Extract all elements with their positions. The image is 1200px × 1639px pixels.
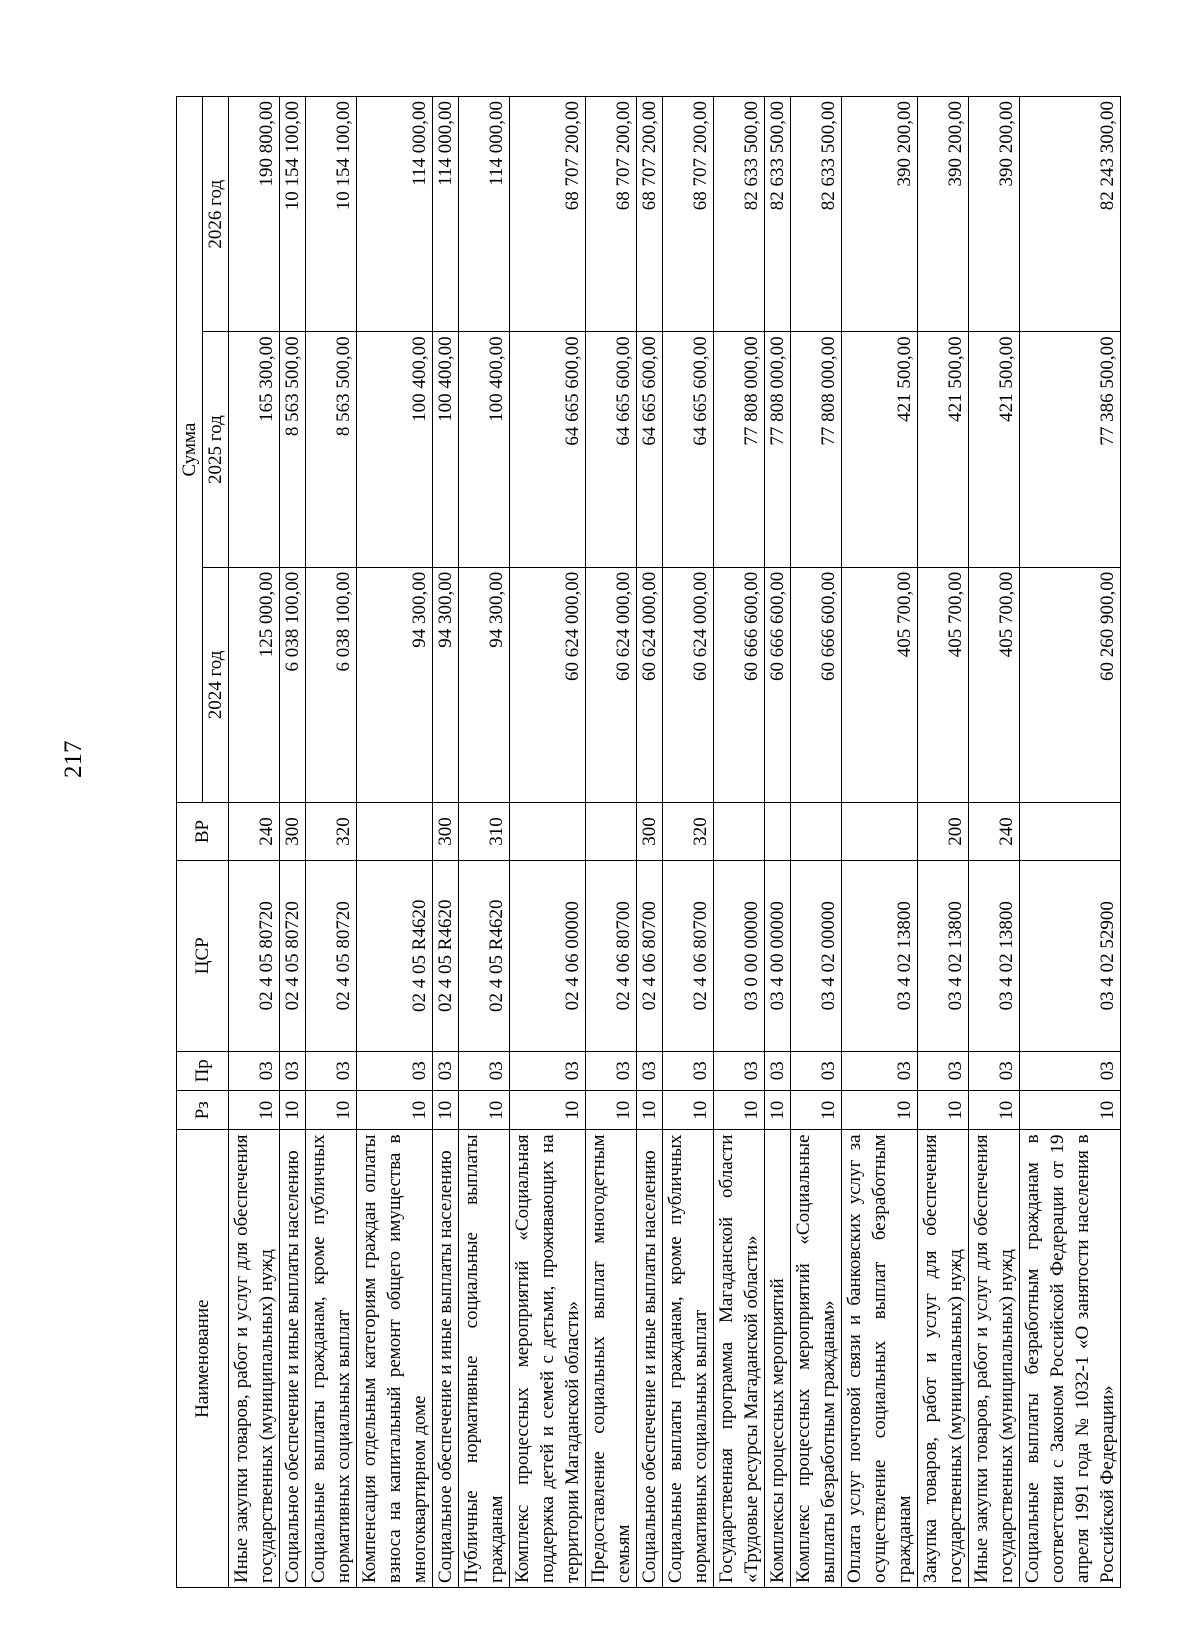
row-amount-2026: 114 000,00 xyxy=(433,97,459,332)
row-vr: 300 xyxy=(637,803,663,861)
table-row xyxy=(969,97,1020,1588)
table-row xyxy=(586,97,637,1588)
table-row xyxy=(918,97,969,1588)
row-amount-2026: 82 633 500,00 xyxy=(765,97,791,332)
row-vr xyxy=(791,803,842,861)
row-vr xyxy=(1020,803,1121,861)
row-pr: 03 xyxy=(637,1051,663,1090)
row-rz: 10 xyxy=(1020,1091,1121,1130)
row-amount-2026: 82 243 300,00 xyxy=(1020,97,1121,332)
row-amount-2025: 77 808 000,00 xyxy=(714,332,765,567)
table-row xyxy=(1020,97,1121,1588)
row-amount-2024: 405 700,00 xyxy=(842,567,918,802)
table-row xyxy=(765,97,791,1588)
row-amount-2024: 60 624 000,00 xyxy=(586,567,637,802)
table-row xyxy=(459,97,510,1588)
row-name: Иные закупки товаров, работ и услуг для обеспечения государственных (муниципальных) нужд xyxy=(229,1130,280,1588)
row-rz: 10 xyxy=(459,1091,510,1130)
header-csr: ЦСР xyxy=(177,860,229,1051)
row-amount-2026: 114 000,00 xyxy=(459,97,510,332)
table-row xyxy=(433,97,459,1588)
row-amount-2024: 125 000,00 xyxy=(229,567,280,802)
row-amount-2024: 60 666 600,00 xyxy=(765,567,791,802)
page-number: 217 xyxy=(60,740,87,778)
row-rz: 10 xyxy=(229,1091,280,1130)
table-row xyxy=(663,97,714,1588)
row-amount-2025: 421 500,00 xyxy=(918,332,969,567)
row-vr xyxy=(510,803,586,861)
row-name: Комплексы процессных мероприятий xyxy=(765,1130,791,1588)
row-vr: 310 xyxy=(459,803,510,861)
row-amount-2026: 390 200,00 xyxy=(969,97,1020,332)
row-name: Государственная программа Магаданской области «Трудовые ресурсы Магаданской области» xyxy=(714,1130,765,1588)
row-amount-2026: 68 707 200,00 xyxy=(637,97,663,332)
row-name: Социальные выплаты гражданам, кроме публичных нормативных социальных выплат xyxy=(663,1130,714,1588)
row-amount-2025: 165 300,00 xyxy=(229,332,280,567)
row-pr: 03 xyxy=(714,1051,765,1090)
row-vr: 300 xyxy=(280,803,306,861)
table-row xyxy=(791,97,842,1588)
row-amount-2026: 68 707 200,00 xyxy=(663,97,714,332)
row-rz: 10 xyxy=(663,1091,714,1130)
row-pr: 03 xyxy=(459,1051,510,1090)
row-amount-2025: 100 400,00 xyxy=(433,332,459,567)
row-csr: 03 0 00 00000 xyxy=(714,860,765,1051)
row-amount-2024: 60 666 600,00 xyxy=(791,567,842,802)
row-amount-2026: 190 800,00 xyxy=(229,97,280,332)
row-pr: 03 xyxy=(586,1051,637,1090)
row-pr: 03 xyxy=(842,1051,918,1090)
row-pr: 03 xyxy=(765,1051,791,1090)
row-rz: 10 xyxy=(586,1091,637,1130)
row-pr: 03 xyxy=(663,1051,714,1090)
row-rz: 10 xyxy=(306,1091,357,1130)
row-name: Оплата услуг почтовой связи и банковских услуг за осуществление социальных выплат безработным гражданам xyxy=(842,1130,918,1588)
row-vr: 200 xyxy=(918,803,969,861)
table-row xyxy=(714,97,765,1588)
row-amount-2025: 421 500,00 xyxy=(969,332,1020,567)
row-amount-2026: 114 000,00 xyxy=(357,97,433,332)
row-pr: 03 xyxy=(229,1051,280,1090)
row-amount-2024: 60 260 900,00 xyxy=(1020,567,1121,802)
row-csr: 02 4 06 80700 xyxy=(586,860,637,1051)
row-vr: 240 xyxy=(969,803,1020,861)
row-amount-2026: 390 200,00 xyxy=(842,97,918,332)
row-amount-2026: 10 154 100,00 xyxy=(280,97,306,332)
row-csr: 03 4 02 52900 xyxy=(1020,860,1121,1051)
table-row xyxy=(510,97,586,1588)
header-rz: Рз xyxy=(177,1091,229,1130)
header-2024: 2024 год xyxy=(203,567,229,802)
row-amount-2024: 94 300,00 xyxy=(459,567,510,802)
row-amount-2026: 10 154 100,00 xyxy=(306,97,357,332)
row-vr xyxy=(714,803,765,861)
row-amount-2025: 64 665 600,00 xyxy=(663,332,714,567)
row-name: Социальное обеспечение и иные выплаты населению xyxy=(637,1130,663,1588)
header-row xyxy=(177,97,203,1588)
row-pr: 03 xyxy=(969,1051,1020,1090)
row-rz: 10 xyxy=(714,1091,765,1130)
row-vr xyxy=(357,803,433,861)
row-rz: 10 xyxy=(510,1091,586,1130)
row-amount-2025: 77 808 000,00 xyxy=(765,332,791,567)
row-name: Социальное обеспечение и иные выплаты населению xyxy=(433,1130,459,1588)
row-amount-2024: 60 624 000,00 xyxy=(663,567,714,802)
row-csr: 02 4 05 R4620 xyxy=(459,860,510,1051)
row-csr: 02 4 05 R4620 xyxy=(357,860,433,1051)
row-amount-2024: 405 700,00 xyxy=(918,567,969,802)
row-vr xyxy=(842,803,918,861)
row-amount-2024: 60 624 000,00 xyxy=(637,567,663,802)
header-vr: ВР xyxy=(177,803,229,861)
row-rz: 10 xyxy=(280,1091,306,1130)
row-amount-2025: 77 808 000,00 xyxy=(791,332,842,567)
table-row xyxy=(229,97,280,1588)
row-amount-2024: 94 300,00 xyxy=(433,567,459,802)
row-amount-2025: 77 386 500,00 xyxy=(1020,332,1121,567)
row-name: Социальные выплаты безработным гражданам в соответствии с Законом Российской Федерации от 19 апреля 1991 года № 1032-1 «О занятости населения в Российской Федерации» xyxy=(1020,1130,1121,1588)
row-amount-2026: 68 707 200,00 xyxy=(510,97,586,332)
row-rz: 10 xyxy=(765,1091,791,1130)
header-2025: 2025 год xyxy=(203,332,229,567)
row-csr: 02 4 06 80700 xyxy=(637,860,663,1051)
row-rz: 10 xyxy=(969,1091,1020,1130)
row-pr: 03 xyxy=(433,1051,459,1090)
row-csr: 03 4 02 13800 xyxy=(842,860,918,1051)
row-amount-2026: 82 633 500,00 xyxy=(791,97,842,332)
row-amount-2025: 8 563 500,00 xyxy=(306,332,357,567)
row-name: Иные закупки товаров, работ и услуг для обеспечения государственных (муниципальных) нужд xyxy=(969,1130,1020,1588)
row-name: Компенсация отдельным категориям граждан оплаты взноса на капитальный ремонт общего имущества в многоквартирном доме xyxy=(357,1130,433,1588)
row-amount-2024: 60 624 000,00 xyxy=(510,567,586,802)
row-pr: 03 xyxy=(791,1051,842,1090)
row-csr: 02 4 05 80720 xyxy=(306,860,357,1051)
row-amount-2026: 390 200,00 xyxy=(918,97,969,332)
row-vr: 320 xyxy=(663,803,714,861)
table-row xyxy=(637,97,663,1588)
row-amount-2025: 421 500,00 xyxy=(842,332,918,567)
header-sum: Сумма xyxy=(177,97,203,803)
table-row xyxy=(306,97,357,1588)
row-csr: 02 4 05 80720 xyxy=(229,860,280,1051)
header-name: Наименование xyxy=(177,1130,229,1588)
row-csr: 02 4 05 R4620 xyxy=(433,860,459,1051)
row-amount-2025: 100 400,00 xyxy=(357,332,433,567)
row-rz: 10 xyxy=(433,1091,459,1130)
row-vr: 300 xyxy=(433,803,459,861)
row-vr: 240 xyxy=(229,803,280,861)
row-rz: 10 xyxy=(637,1091,663,1130)
row-amount-2026: 68 707 200,00 xyxy=(586,97,637,332)
row-amount-2024: 6 038 100,00 xyxy=(306,567,357,802)
row-csr: 03 4 02 13800 xyxy=(969,860,1020,1051)
row-amount-2025: 64 665 600,00 xyxy=(586,332,637,567)
row-csr: 02 4 05 80720 xyxy=(280,860,306,1051)
row-amount-2024: 94 300,00 xyxy=(357,567,433,802)
table-row xyxy=(280,97,306,1588)
row-amount-2024: 6 038 100,00 xyxy=(280,567,306,802)
table-body xyxy=(229,97,1121,1588)
row-pr: 03 xyxy=(510,1051,586,1090)
row-name: Предоставление социальных выплат многодетным семьям xyxy=(586,1130,637,1588)
row-csr: 03 4 02 00000 xyxy=(791,860,842,1051)
header-2026: 2026 год xyxy=(203,97,229,332)
row-name: Закупка товаров, работ и услуг для обеспечения государственных (муниципальных) нужд xyxy=(918,1130,969,1588)
row-rz: 10 xyxy=(918,1091,969,1130)
row-pr: 03 xyxy=(918,1051,969,1090)
table-row xyxy=(842,97,918,1588)
row-amount-2024: 60 666 600,00 xyxy=(714,567,765,802)
row-vr xyxy=(586,803,637,861)
row-pr: 03 xyxy=(280,1051,306,1090)
row-csr: 02 4 06 00000 xyxy=(510,860,586,1051)
row-amount-2024: 405 700,00 xyxy=(969,567,1020,802)
header-pr: Пр xyxy=(177,1051,229,1090)
row-pr: 03 xyxy=(1020,1051,1121,1090)
row-name: Публичные нормативные социальные выплаты гражданам xyxy=(459,1130,510,1588)
row-name: Комплекс процессных мероприятий «Социальные выплаты безработным гражданам» xyxy=(791,1130,842,1588)
row-rz: 10 xyxy=(791,1091,842,1130)
budget-table xyxy=(176,96,1121,1588)
row-name: Социальные выплаты гражданам, кроме публичных нормативных социальных выплат xyxy=(306,1130,357,1588)
row-name: Комплекс процессных мероприятий «Социальная поддержка детей и семей с детьми, проживающих на территории Магаданской области» xyxy=(510,1130,586,1588)
row-rz: 10 xyxy=(357,1091,433,1130)
table-container xyxy=(176,96,1118,1588)
row-amount-2025: 64 665 600,00 xyxy=(637,332,663,567)
row-pr: 03 xyxy=(357,1051,433,1090)
row-csr: 03 4 02 13800 xyxy=(918,860,969,1051)
row-amount-2026: 82 633 500,00 xyxy=(714,97,765,332)
row-amount-2025: 64 665 600,00 xyxy=(510,332,586,567)
row-csr: 03 4 00 00000 xyxy=(765,860,791,1051)
row-amount-2025: 8 563 500,00 xyxy=(280,332,306,567)
row-vr xyxy=(765,803,791,861)
row-name: Социальное обеспечение и иные выплаты населению xyxy=(280,1130,306,1588)
row-amount-2025: 100 400,00 xyxy=(459,332,510,567)
row-csr: 02 4 06 80700 xyxy=(663,860,714,1051)
table-row xyxy=(357,97,433,1588)
row-pr: 03 xyxy=(306,1051,357,1090)
row-vr: 320 xyxy=(306,803,357,861)
row-rz: 10 xyxy=(842,1091,918,1130)
